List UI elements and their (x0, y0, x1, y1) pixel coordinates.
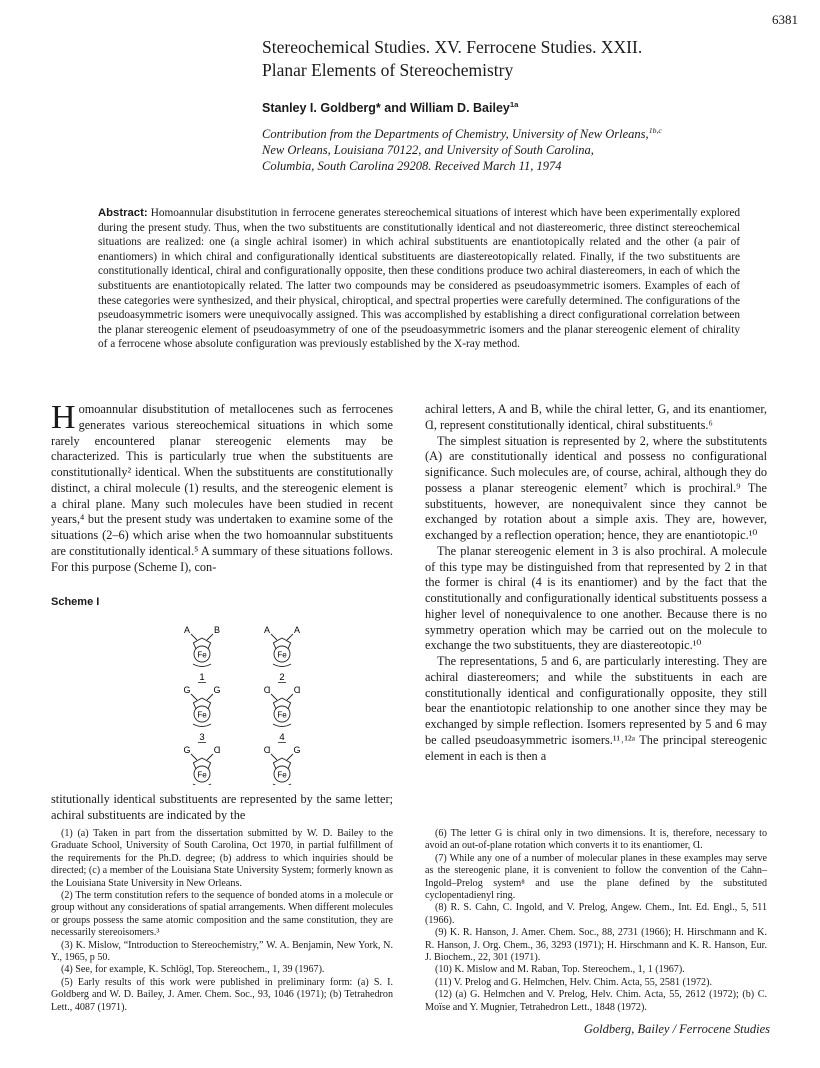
cp-ring-lower-icon (273, 784, 291, 785)
bond (191, 754, 197, 760)
footnotes-left (51, 828, 393, 1014)
cp-ring-lower-icon (193, 784, 211, 785)
left-column-body (51, 399, 393, 575)
footnote: (11) V. Prelog and G. Helmchen, Helv. Chim. Acta, 55, 2581 (1972). (435, 976, 712, 988)
compound-number: 2 (279, 672, 285, 683)
footnotes-right (425, 828, 767, 1014)
bond (207, 634, 213, 640)
substituent-label: G (183, 745, 191, 755)
substituent-label: A (293, 625, 301, 635)
bond (271, 754, 277, 760)
iron-label: Fe (277, 770, 287, 780)
compound-number: 3 (199, 732, 205, 743)
iron-label: Fe (277, 710, 287, 720)
footnote: (7) While any one of a number of molecular planes in these examples may serve as the stereogenic plane, it is convenient to follow the convention of the Cahn–Ingold–Prelog system⁸ and use the plane defined by the substituted cyclopentadienyl ring. (425, 852, 767, 902)
substituent-label: A (263, 625, 271, 635)
bond (287, 694, 293, 700)
footnote: (3) K. Mislow, “Introduction to Stereochemistry,” W. A. Benjamin, New York, N. Y., 1965, p 50. (51, 939, 393, 964)
author-names: Stanley I. Goldberg* and William D. Bailey (262, 101, 510, 115)
footnote: (1) (a) Taken in part from the dissertation submitted by W. D. Bailey to the Graduate School, University of South Carolina, Oct 1970, in partial fulfillment of the requirements for the Ph.D. degree; (b) address to which inquiries should be directed; (c) a member of the Louisiana State University System; formerly known as the Louisiana State University in New Orleans. (51, 828, 393, 889)
bond (287, 754, 293, 760)
right-paragraph-1: achiral letters, A and B, while the chiral letter, G, and its enantiomer, Ɑ, represent constitutionally identical, chiral substituents.⁶ (425, 402, 767, 432)
right-column-body (425, 402, 767, 764)
page-number: 6381 (772, 12, 798, 27)
right-paragraph-4: The representations, 5 and 6, are particularly interesting. They are achiral diastereomers; and while the substituents in each are constitutionally identical and configurationally opposite, they still bear the enantiotopic relationship to one another since they may be exchanged by simple reflection. Isomers represented by 5 and 6 may be called pseudoasymmetric isomers.¹¹˒¹²ᵃ The principal stereogenic element in each is then a (425, 654, 767, 763)
abstract-text: Homoannular disubstitution in ferrocene generates stereochemical situations of interest which have been experimentally explored during the present study. Thus, when the two substituents are constitutionally identical and not diastereomeric, three distinct stereochemical situations are realized: one (a single achiral isomer) in which achiral substituents are enantiotopically related and the other (a pair of enantiomers) in which chiral and configurationally identical substituents are diastereotopically related. Finally, if the two substituents are constitutionally identical, chiral and configurationally opposite, then these conditions produce two achiral diastereomers, in each of which the substituents are enantiotopically related. The latter two compounds may be considered as pseudoasymmetric isomers. Examples of each of these categories were synthesized, and their physical, chiroptical, and spectral properties were carefully determined. The configurations of the pseudoasymmetric isomers were unequivocally assigned. This was accomplished by establishing a direct configurational correlation between the planar stereogenic element of pseudoasymmetry of one of the pseudoasymmetric isomers and the planar stereogenic element of chirality of a ferrocene whose absolute configuration was previously established by the X-ray method. (98, 207, 740, 351)
drop-cap: H (51, 399, 76, 436)
scheme-label: Scheme I (51, 596, 100, 608)
substituent-label: G (293, 745, 301, 755)
bond (191, 694, 197, 700)
bond (191, 634, 197, 640)
footnote: (4) See, for example, K. Schlögl, Top. Stereochem., 1, 39 (1967). (61, 964, 325, 976)
affiliation-footnote-mark: 1b,c (648, 125, 662, 135)
substituent-label: G (213, 685, 221, 695)
bond (271, 634, 277, 640)
title-line-1: Stereochemical Studies. XV. Ferrocene Studies. XXII. (262, 37, 643, 57)
authors-footnote-mark: 1a (509, 99, 519, 109)
bond (287, 634, 293, 640)
right-paragraph-3: The planar stereogenic element in 3 is also prochiral. A molecule of this type may be distinguished from that represented by 2 in that the former is chiral (4 is its enantiomer) and by the fact that the constitutionally and configurationally identical substituents possess a higher level of nonequivalence to one another. Because there is no symmetry operation which may be carried out on the molecule to exchange the two substituents, they are diastereotopic.¹⁰ (425, 543, 767, 653)
article-title (262, 36, 802, 82)
footnote: (12) (a) G. Helmchen and V. Prelog, Helv. Chim. Acta, 55, 2612 (1972); (b) C. Moïse and Y. Mugnier, Tetrahedron Lett., 1848 (1972). (425, 989, 767, 1013)
substituent-label: Ɑ (263, 685, 271, 695)
substituent-label: G (183, 685, 191, 695)
compound-number: 4 (279, 732, 285, 743)
iron-label: Fe (197, 650, 207, 660)
bond (207, 754, 213, 760)
compound-number: 1 (199, 672, 205, 683)
iron-label: Fe (197, 770, 207, 780)
scheme-explanation: stitutionally identical substituents are represented by the same letter; achiral substituents are indicated by the (51, 792, 393, 822)
authors (262, 101, 519, 115)
affiliation-line-3: Columbia, South Carolina 29208. Received March 11, 1974 (262, 159, 562, 173)
cp-ring-lower-icon (273, 724, 291, 727)
bond (207, 694, 213, 700)
title-line-2: Planar Elements of Stereochemistry (262, 60, 514, 80)
iron-label: Fe (197, 710, 207, 720)
running-footer: Goldberg, Bailey / Ferrocene Studies (583, 1022, 770, 1036)
substituent-label: A (183, 625, 191, 635)
cp-ring-lower-icon (193, 724, 211, 727)
left-column-continuation (51, 792, 393, 824)
scheme-figure (150, 615, 380, 785)
abstract (98, 206, 740, 352)
iron-label: Fe (277, 650, 287, 660)
substituent-label: B (213, 625, 221, 635)
affiliation-line-1: Contribution from the Departments of Chemistry, University of New Orleans, (262, 127, 649, 141)
substituent-label: Ɑ (263, 745, 271, 755)
intro-paragraph: omoannular disubstitution of metallocenes such as ferrocenes generates various stereochemical situations in which some rarely encountered planar stereogenic elements may be characterized. This is particularly true when the substituents are constitutionally² identical. When the substituents are constitutionally distinct, a chiral molecule (1) results, and the stereogenic element is a chiral plane. Many such molecules have been studied in recent years,⁴ but the present study was undertaken to examine some of the situations (2–6) which arise when the two homoannular substituents are constitutionally identical.⁵ A summary of these situations follows. For this purpose (Scheme I), con- (51, 402, 393, 574)
right-paragraph-2: The simplest situation is represented by 2, where the substitutents (A) are constitutionally identical and possess no configurational significance. Such molecules are, of course, achiral, although they do possess a planar stereogenic element⁷ which is prochiral.⁹ The substituents, however, are nonequivalent since they cannot be exchanged by rotation about a simple axis. They are, however, exchanged by a reflection operation; hence, they are enantiotopic.¹⁰ (425, 433, 767, 542)
footnote: (8) R. S. Cahn, C. Ingold, and V. Prelog, Angew. Chem., Int. Ed. Engl., 5, 511 (1966). (425, 902, 767, 926)
substituent-label: Ɑ (293, 685, 301, 695)
footnote: (5) Early results of this work were published in preliminary form: (a) S. I. Goldberg and W. D. Bailey, J. Amer. Chem. Soc., 93, 1046 (1971); (b) Tetrahedron Lett., 4087 (1971). (51, 976, 393, 1013)
abstract-label: Abstract: (98, 207, 148, 219)
affiliation-line-2: New Orleans, Louisiana 70122, and University of South Carolina, (262, 143, 594, 157)
substituent-label: Ɑ (213, 745, 221, 755)
footnote: (6) The letter G is chiral only in two dimensions. It is, therefore, necessary to avoid an out-of-plane rotation which converts it to its enantiomer, Ɑ. (425, 828, 767, 852)
cp-ring-lower-icon (273, 664, 291, 667)
bond (271, 694, 277, 700)
cp-ring-lower-icon (193, 664, 211, 667)
footnote: (9) K. R. Hanson, J. Amer. Chem. Soc., 88, 2731 (1966); H. Hirschmann and K. R. Hanson, J. Org. Chem., 36, 3293 (1971); H. Hirschmann and K. R. Hanson, Eur. J. Biochem., 22, 301 (1971). (425, 927, 767, 964)
affiliation (262, 126, 802, 174)
footnote: (10) K. Mislow and M. Raban, Top. Stereochem., 1, 1 (1967). (435, 964, 685, 976)
footnote: (2) The term constitution refers to the sequence of bonded atoms in a molecule or group without any considerations of spatial arrangements. When different molecules or groups possess the same atomic composition and the same constitution, they are necessarily stereoisomers.³ (51, 890, 393, 939)
